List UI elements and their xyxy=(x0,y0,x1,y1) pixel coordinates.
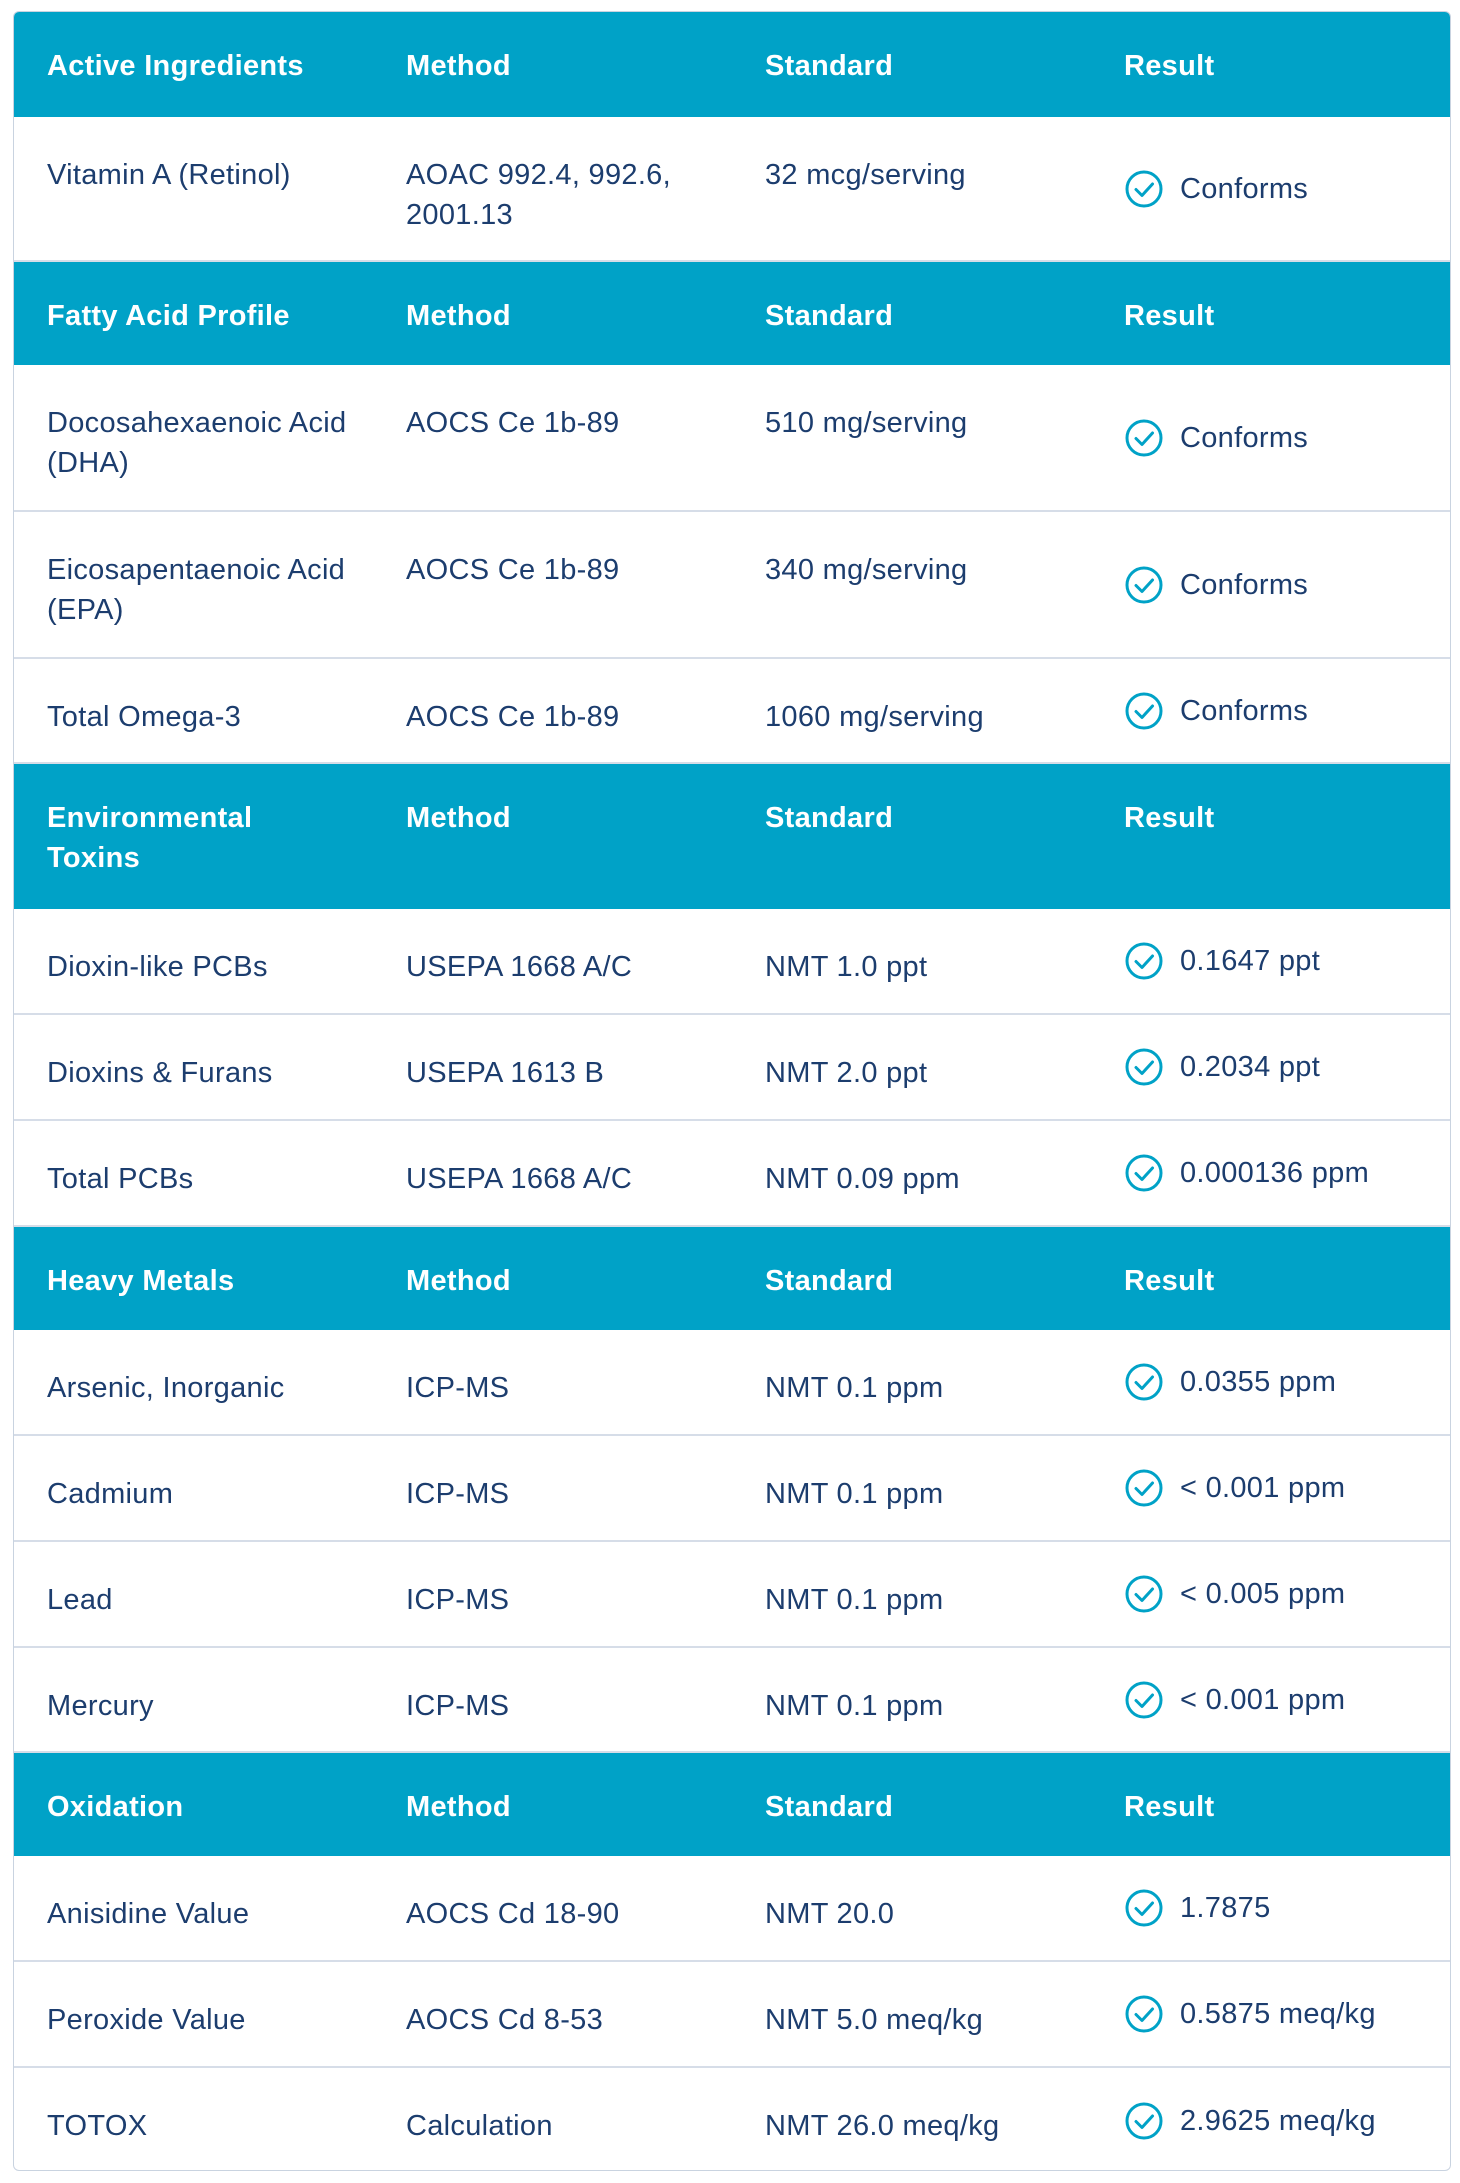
analyte-name: Dioxins & Furans xyxy=(47,1057,273,1089)
standard: NMT 0.09 ppm xyxy=(765,1163,960,1195)
result-value: Conforms xyxy=(1180,172,1309,205)
header-result: Result xyxy=(1124,1791,1215,1823)
header-method: Method xyxy=(406,802,511,834)
result-value: 0.2034 ppt xyxy=(1180,1051,1321,1083)
header-category: Environmental Toxins xyxy=(47,802,253,874)
table-row xyxy=(14,117,1450,262)
header-method: Method xyxy=(406,1265,511,1297)
section-header-active-ingredients xyxy=(14,12,1450,117)
method: AOCS Ce 1b-89 xyxy=(406,701,620,733)
analyte-name: Mercury xyxy=(47,1690,154,1722)
header-category: Oxidation xyxy=(47,1791,184,1823)
table-row xyxy=(14,512,1450,659)
standard: NMT 1.0 ppt xyxy=(765,951,928,983)
method: AOAC 992.4, 992.6, 2001.13 xyxy=(406,159,671,231)
header-result: Result xyxy=(1124,1265,1215,1297)
standard: 32 mcg/serving xyxy=(765,159,966,191)
check-circle-icon xyxy=(1124,2101,1164,2141)
table-row xyxy=(14,1962,1450,2068)
analyte-name: Vitamin A (Retinol) xyxy=(47,159,291,191)
section-header-heavy-metals xyxy=(14,1227,1450,1330)
result xyxy=(1091,365,1450,510)
standard: 510 mg/serving xyxy=(765,407,968,439)
section-header-oxidation xyxy=(14,1753,1450,1856)
table-row xyxy=(14,1436,1450,1542)
check-circle-icon xyxy=(1124,1680,1164,1720)
header-result: Result xyxy=(1124,802,1215,834)
result xyxy=(1091,1856,1450,1960)
method: AOCS Cd 8-53 xyxy=(406,2004,604,2036)
header-standard: Standard xyxy=(765,50,894,82)
table-row xyxy=(14,909,1450,1015)
header-category: Fatty Acid Profile xyxy=(47,300,290,332)
method: ICP-MS xyxy=(406,1478,510,1510)
standard: NMT 2.0 ppt xyxy=(765,1057,928,1089)
standard: 340 mg/serving xyxy=(765,554,968,586)
check-circle-icon xyxy=(1124,1888,1164,1928)
header-category: Active Ingredients xyxy=(47,50,304,82)
result-value: 1.7875 xyxy=(1180,1892,1271,1924)
table-row xyxy=(14,659,1450,764)
analyte-name: Eicosapentaenoic Acid (EPA) xyxy=(47,554,346,626)
analyte-name: Anisidine Value xyxy=(47,1898,250,1930)
header-standard: Standard xyxy=(765,1265,894,1297)
table-row xyxy=(14,2068,1450,2171)
standard: NMT 0.1 ppm xyxy=(765,1478,944,1510)
result xyxy=(1091,1015,1450,1119)
standard: NMT 26.0 meq/kg xyxy=(765,2110,1000,2142)
table-row xyxy=(14,1015,1450,1121)
table-row xyxy=(14,1330,1450,1436)
check-circle-icon xyxy=(1124,418,1164,458)
result-value: 0.0355 ppm xyxy=(1180,1366,1337,1398)
method: AOCS Cd 18-90 xyxy=(406,1898,620,1930)
test-results-table xyxy=(13,11,1451,2171)
header-category: Heavy Metals xyxy=(47,1265,235,1297)
check-circle-icon xyxy=(1124,1468,1164,1508)
check-circle-icon xyxy=(1124,565,1164,605)
analyte-name: TOTOX xyxy=(47,2110,148,2142)
result-value: 0.1647 ppt xyxy=(1180,945,1321,977)
check-circle-icon xyxy=(1124,1574,1164,1614)
result xyxy=(1091,2068,1450,2171)
result xyxy=(1091,1436,1450,1540)
table-row xyxy=(14,365,1450,512)
method: USEPA 1668 A/C xyxy=(406,951,633,983)
header-method: Method xyxy=(406,300,511,332)
method: AOCS Ce 1b-89 xyxy=(406,407,620,439)
method: ICP-MS xyxy=(406,1372,510,1404)
result-value: 2.9625 meq/kg xyxy=(1180,2104,1376,2137)
table-row xyxy=(14,1121,1450,1227)
standard: NMT 0.1 ppm xyxy=(765,1584,944,1616)
check-circle-icon xyxy=(1124,169,1164,209)
header-standard: Standard xyxy=(765,802,894,834)
result-value: < 0.001 ppm xyxy=(1180,1683,1346,1716)
result xyxy=(1091,1121,1450,1225)
method: ICP-MS xyxy=(406,1584,510,1616)
check-circle-icon xyxy=(1124,1153,1164,1193)
method: USEPA 1613 B xyxy=(406,1057,605,1089)
section-header-fatty-acid-profile xyxy=(14,262,1450,365)
header-method: Method xyxy=(406,1791,511,1823)
check-circle-icon xyxy=(1124,1994,1164,2034)
result xyxy=(1091,659,1450,762)
standard: NMT 0.1 ppm xyxy=(765,1372,944,1404)
analyte-name: Dioxin-like PCBs xyxy=(47,951,268,983)
method: Calculation xyxy=(406,2110,553,2142)
result-value: Conforms xyxy=(1180,694,1309,727)
analyte-name: Cadmium xyxy=(47,1478,174,1510)
header-result: Result xyxy=(1124,50,1215,82)
standard: 1060 mg/serving xyxy=(765,701,984,733)
result-value: 0.000136 ppm xyxy=(1180,1157,1370,1189)
check-circle-icon xyxy=(1124,1362,1164,1402)
analyte-name: Arsenic, Inorganic xyxy=(47,1372,285,1404)
header-result: Result xyxy=(1124,300,1215,332)
standard: NMT 5.0 meq/kg xyxy=(765,2004,984,2036)
header-standard: Standard xyxy=(765,300,894,332)
result xyxy=(1091,1542,1450,1646)
result xyxy=(1091,909,1450,1013)
section-header-environmental-toxins xyxy=(14,764,1450,909)
result xyxy=(1091,1648,1450,1751)
result-value: < 0.005 ppm xyxy=(1180,1578,1346,1610)
result-value: Conforms xyxy=(1180,421,1309,454)
result-value: 0.5875 meq/kg xyxy=(1180,1998,1376,2030)
table-row xyxy=(14,1542,1450,1648)
result xyxy=(1091,1962,1450,2066)
analyte-name: Lead xyxy=(47,1584,113,1616)
method: AOCS Ce 1b-89 xyxy=(406,554,620,586)
result-value: < 0.001 ppm xyxy=(1180,1472,1346,1504)
standard: NMT 20.0 xyxy=(765,1898,895,1930)
result-value: Conforms xyxy=(1180,568,1309,601)
result xyxy=(1091,117,1450,260)
analyte-name: Peroxide Value xyxy=(47,2004,246,2036)
table-row xyxy=(14,1856,1450,1962)
standard: NMT 0.1 ppm xyxy=(765,1690,944,1722)
method: ICP-MS xyxy=(406,1690,510,1722)
analyte-name: Total Omega-3 xyxy=(47,701,242,733)
table-row xyxy=(14,1648,1450,1753)
check-circle-icon xyxy=(1124,1047,1164,1087)
result xyxy=(1091,512,1450,657)
header-method: Method xyxy=(406,50,511,82)
analyte-name: Docosahexaenoic Acid (DHA) xyxy=(47,407,347,479)
analyte-name: Total PCBs xyxy=(47,1163,194,1195)
header-standard: Standard xyxy=(765,1791,894,1823)
method: USEPA 1668 A/C xyxy=(406,1163,633,1195)
check-circle-icon xyxy=(1124,691,1164,731)
result xyxy=(1091,1330,1450,1434)
check-circle-icon xyxy=(1124,941,1164,981)
